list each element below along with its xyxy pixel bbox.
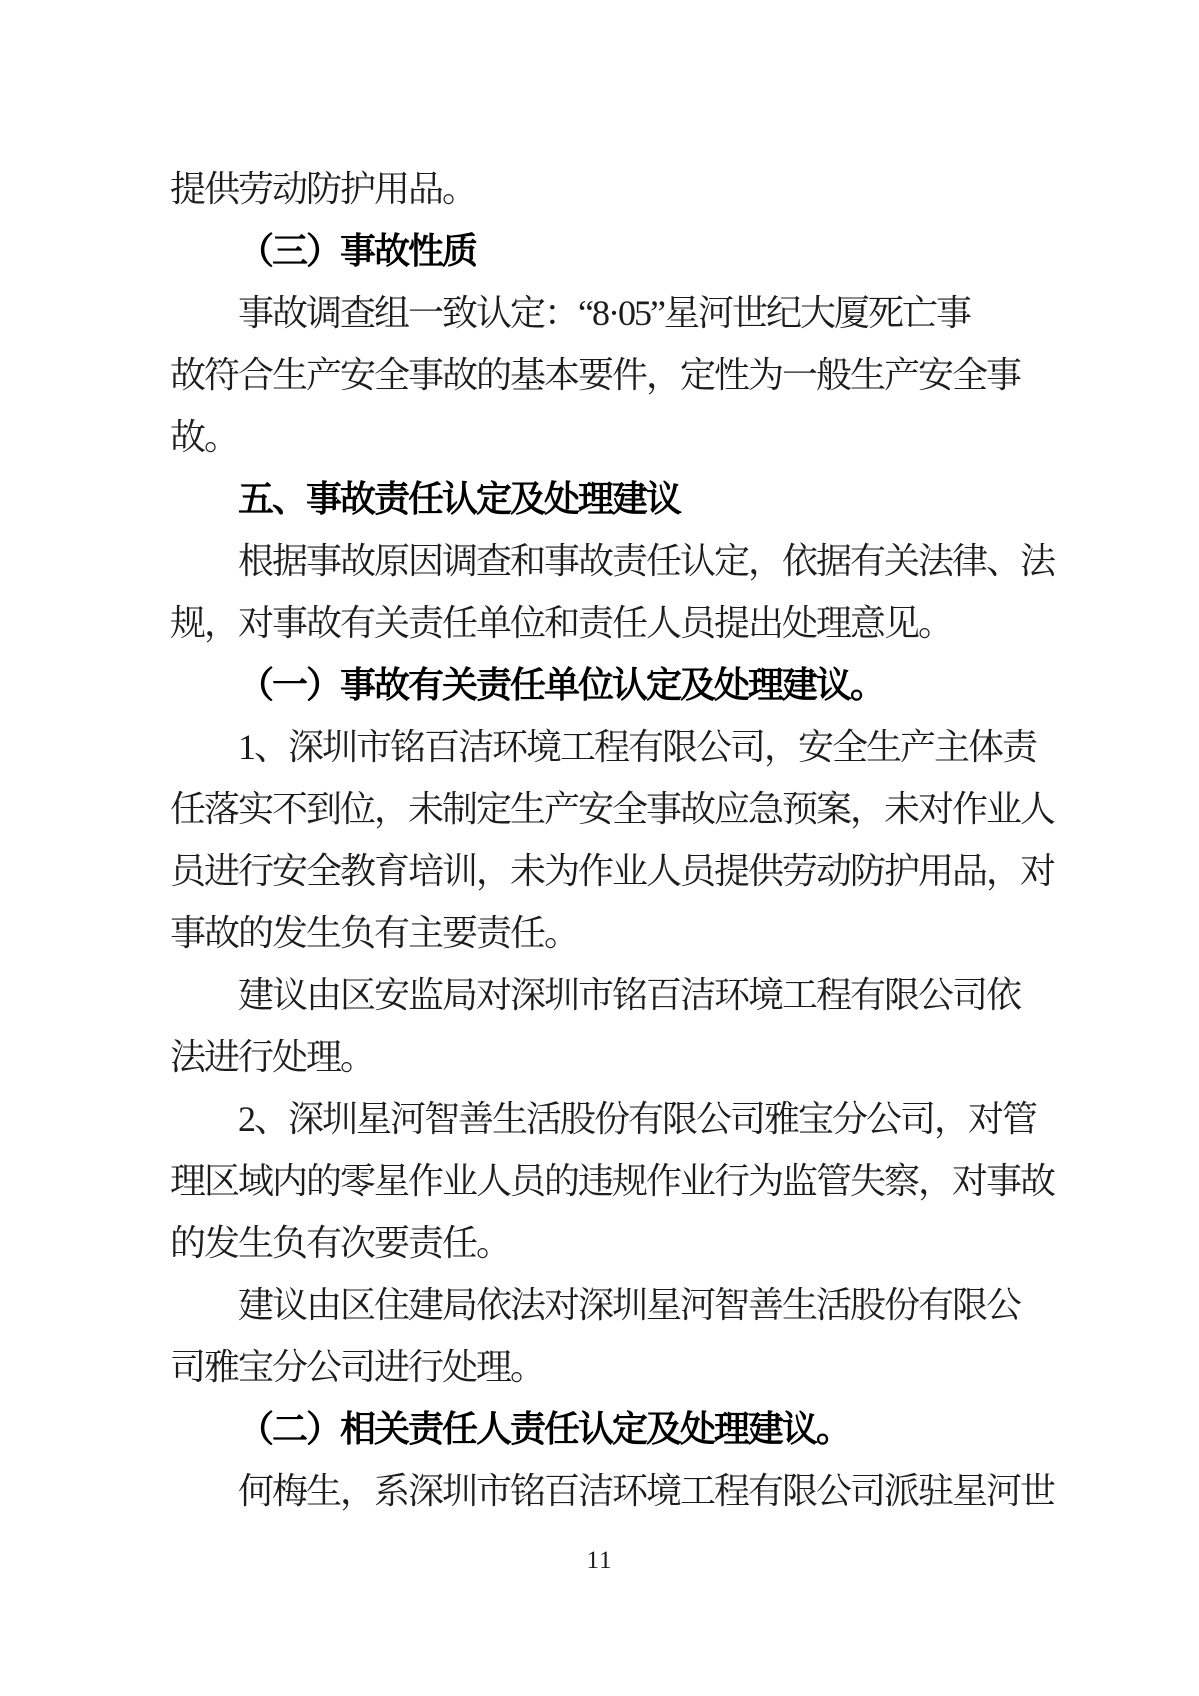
text-line: 建议由区安监局对深圳市铭百洁环境工程有限公司依 — [238, 975, 1021, 1015]
text-line: 法进行处理。 — [170, 1037, 375, 1077]
text-line: 建议由区住建局依法对深圳星河智善生活股份有限公 — [238, 1285, 1021, 1325]
text-line: 司雅宝分公司进行处理。 — [170, 1347, 545, 1387]
text-line: 故符合生产安全事故的基本要件，定性为一般生产安全事 — [170, 355, 1021, 395]
text-line: 何梅生，系深圳市铭百洁环境工程有限公司派驻星河世 — [238, 1471, 1055, 1511]
text-line: 1、深圳市铭百洁环境工程有限公司，安全生产主体责 — [238, 727, 1037, 767]
heading-line: （一）事故有关责任单位认定及处理建议。 — [238, 664, 885, 705]
document-body — [170, 158, 1055, 1522]
text-line: 根据事故原因调查和事故责任认定，依据有关法律、法 — [238, 541, 1055, 581]
text-line: 员进行安全教育培训，未为作业人员提供劳动防护用品，对 — [170, 851, 1055, 891]
text-line: 提供劳动防护用品。 — [170, 169, 477, 209]
text-line: 2、深圳星河智善生活股份有限公司雅宝分公司，对管 — [238, 1099, 1037, 1139]
text-line: 任落实不到位，未制定生产安全事故应急预案，未对作业人 — [170, 789, 1055, 829]
heading-line: （二）相关责任人责任认定及处理建议。 — [238, 1408, 851, 1449]
heading-line: （三）事故性质 — [238, 230, 477, 271]
text-line: 规，对事故有关责任单位和责任人员提出处理意见。 — [170, 603, 953, 643]
text-line: 理区域内的零星作业人员的违规作业行为监管失察，对事故 — [170, 1161, 1055, 1201]
page-number: 11 — [586, 1547, 613, 1574]
heading-line: 五、事故责任认定及处理建议 — [238, 478, 681, 519]
text-line: 事故的发生负有主要责任。 — [170, 913, 579, 953]
text-line: 的发生负有次要责任。 — [170, 1223, 511, 1263]
text-line: 事故调查组一致认定：“8·05”星河世纪大厦死亡事 — [238, 293, 970, 333]
text-line: 故。 — [170, 417, 239, 457]
